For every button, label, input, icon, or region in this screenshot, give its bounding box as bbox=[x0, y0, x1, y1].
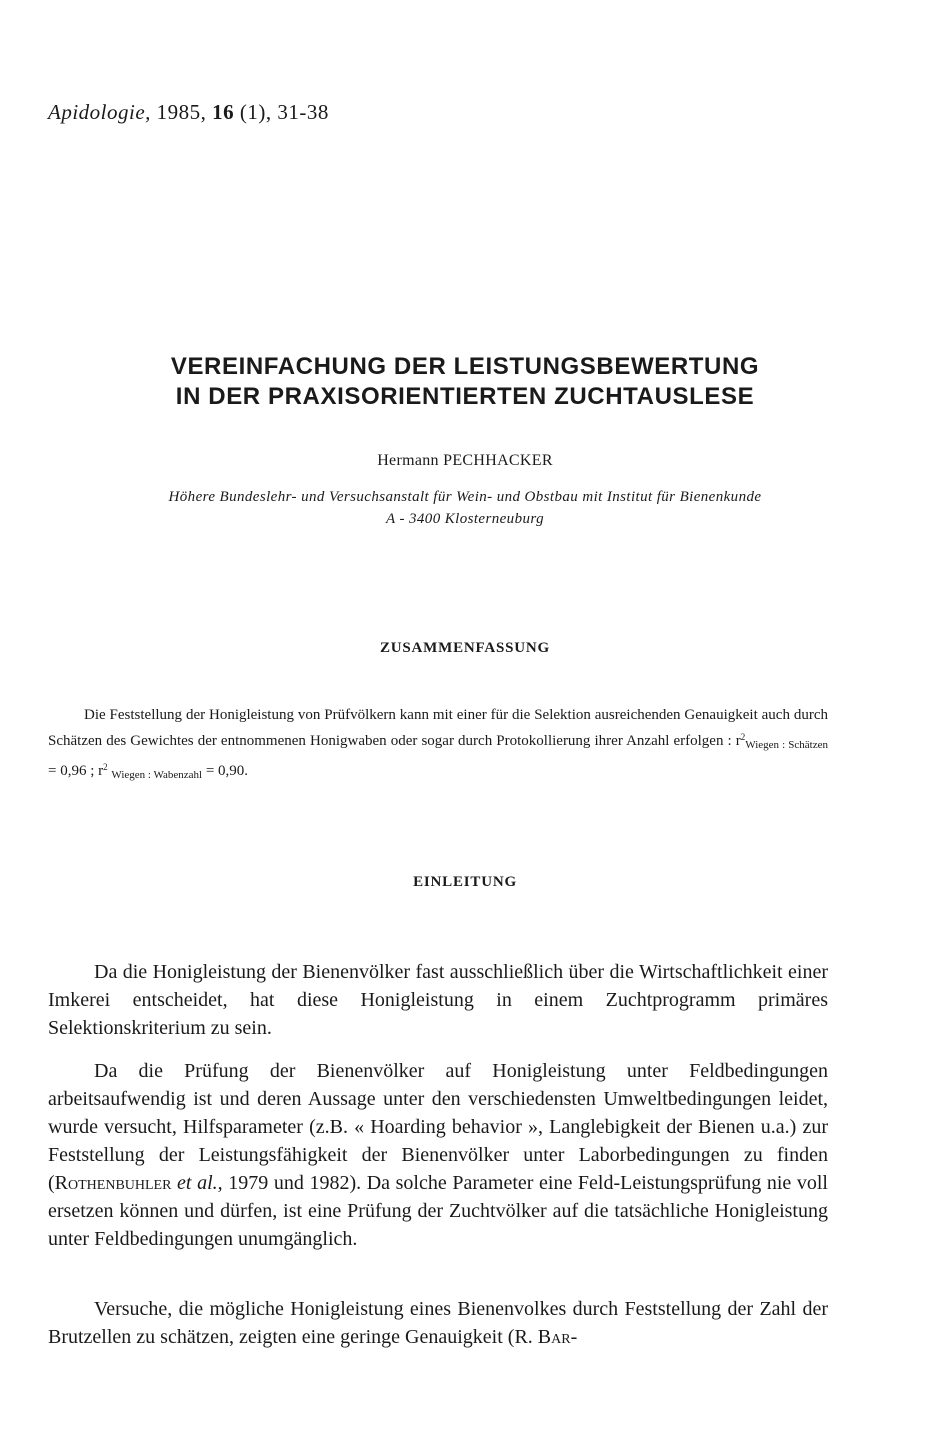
p2-text-b: 1979 und 1982). Da solche Parameter eine Feld-Leistungsprüfung nie voll ersetzen können und dürfen, ist eine Prüfung der Zuchtvölker auf die tatsächliche Honigleistung unter Feldbedingungen unumgänglich. bbox=[48, 1172, 828, 1250]
affiliation-line-2: A - 3400 Klosterneuburg bbox=[386, 511, 544, 527]
r-squared-exponent-2: 2 bbox=[103, 762, 108, 772]
journal-name: Apidologie, bbox=[48, 100, 151, 124]
author-name: Hermann PECHHACKER bbox=[377, 452, 553, 469]
value-2: = 0,90. bbox=[202, 763, 249, 779]
intro-paragraph-3 bbox=[48, 1295, 828, 1351]
subscript-wiegen-schaetzen: Wiegen : Schätzen bbox=[745, 739, 828, 751]
affiliation bbox=[0, 486, 930, 530]
r-squared-exponent: 2 bbox=[740, 732, 746, 742]
affiliation-line-1: Höhere Bundeslehr- und Versuchsanstalt für Wein- und Obstbau mit Institut für Bienenkunde bbox=[168, 489, 762, 505]
citation-et-al: et al., bbox=[171, 1172, 223, 1194]
journal-volume: 16 bbox=[212, 100, 235, 124]
intro-paragraph-2 bbox=[48, 1057, 828, 1253]
journal-year: 1985, bbox=[156, 100, 207, 124]
value-1: = 0,96 ; r bbox=[48, 763, 104, 779]
citation-author: Rothenbuhler bbox=[54, 1172, 172, 1194]
subscript-wiegen-wabenzahl: Wiegen : Wabenzahl bbox=[111, 769, 203, 781]
introduction-heading: EINLEITUNG bbox=[413, 874, 517, 890]
journal-issue-pages: (1), 31-38 bbox=[239, 100, 329, 124]
p2-text-a: Da die Prüfung der Bienenvölker auf Honigleistung unter Feldbedingungen arbeitsaufwendig ist und deren Aussage unter den verschiedensten Umweltbedingungen leidet, wurde versucht, Hilfsparameter (z.B. « Hoarding behavior », Langlebigkeit der Bienen u.a.) zur Feststellung der Leistungsfähigkeit der Bienenvölker unter Laborbedingungen zu finden ( bbox=[48, 1060, 828, 1194]
abstract-text bbox=[48, 704, 828, 786]
p3-text-a: Versuche, die mögliche Honigleistung eines Bienenvolkes durch Feststellung der Zahl der Brutzellen zu schätzen, zeigten eine geringe Genauigkeit (R. bbox=[48, 1298, 828, 1348]
abstract-heading: ZUSAMMENFASSUNG bbox=[379, 640, 551, 656]
title-line-1: VEREINFACHUNG DER LEISTUNGSBEWERTUNG bbox=[170, 353, 760, 380]
journal-citation bbox=[48, 100, 329, 125]
title-line-2: IN DER PRAXISORIENTIERTEN ZUCHTAUSLESE bbox=[175, 383, 755, 410]
intro-paragraph-1: Da die Honigleistung der Bienenvölker fast ausschließlich über die Wirtschaftlichkeit einer Imkerei entscheidet, hat diese Honigleistung in einem Zuchtprogramm primäres Selektionskriterium zu sein. bbox=[48, 961, 828, 1039]
paper-title bbox=[0, 352, 930, 412]
citation-author-2: Bar- bbox=[537, 1326, 578, 1348]
abstract-body: Die Feststellung der Honigleistung von Prüfvölkern kann mit einer für die Selektion ausreichenden Genauigkeit auch durch Schätzen des Gewichtes der entnommenen Honigwaben oder sogar durch Protokollierung ihrer Anzahl erfolgen : r bbox=[48, 707, 828, 749]
